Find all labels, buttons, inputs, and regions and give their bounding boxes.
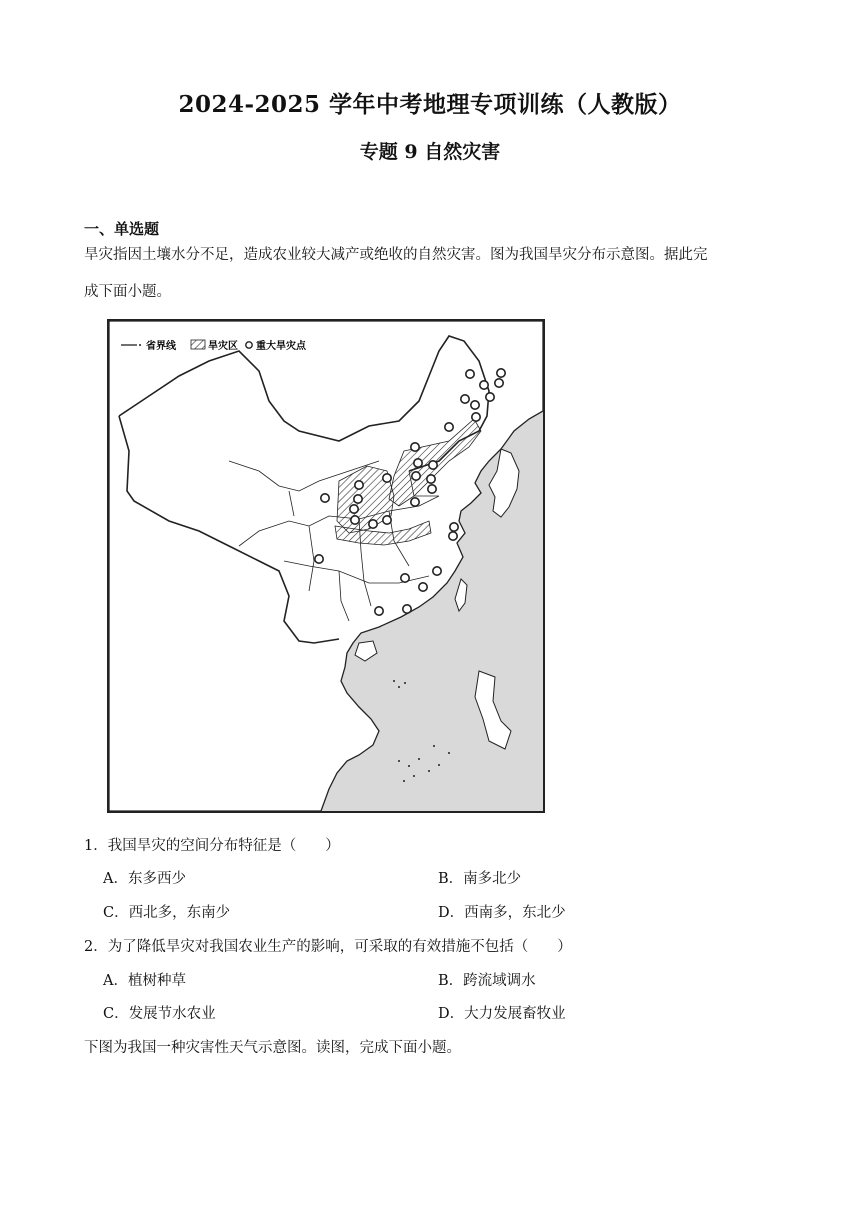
question-2-option-d[interactable]: D．大力发展畜牧业: [438, 1006, 566, 1022]
drought-point: [369, 520, 377, 528]
outro-paragraph: 下图为我国一种灾害性天气示意图。读图，完成下面小题。: [84, 1040, 461, 1056]
question-1-option-d[interactable]: D．西南多，东北少: [438, 905, 566, 921]
drought-point: [461, 395, 469, 403]
drought-map: [107, 319, 545, 813]
page-title: 2024-2025 学年中考地理专项训练（人教版）: [178, 91, 682, 118]
drought-point: [429, 461, 437, 469]
intro-paragraph-line2: 成下面小题。: [84, 284, 171, 300]
drought-point: [375, 607, 383, 615]
map-legend: [121, 339, 307, 352]
drought-point: [383, 516, 391, 524]
drought-point: [495, 379, 503, 387]
drought-point: [315, 555, 323, 563]
drought-point: [427, 475, 435, 483]
legend-drought-area-label: 旱灾区: [208, 341, 238, 352]
drought-point: [354, 495, 362, 503]
drought-point: [419, 583, 427, 591]
question-2-stem: 2．为了降低旱灾对我国农业生产的影响，可采取的有效措施不包括（ ）: [84, 939, 572, 955]
question-2-option-c[interactable]: C．发展节水农业: [103, 1006, 216, 1022]
drought-point: [449, 532, 457, 540]
intro-paragraph-line1: 旱灾指因土壤水分不足，造成农业较大减产或绝收的自然灾害。图为我国旱灾分布示意图。据此完: [84, 247, 708, 263]
drought-map-svg: [109, 321, 543, 811]
drought-point: [411, 443, 419, 451]
drought-point: [472, 413, 480, 421]
question-1-option-b[interactable]: B．南多北少: [438, 871, 522, 887]
drought-point: [497, 369, 505, 377]
drought-point: [412, 472, 420, 480]
drought-point: [351, 516, 359, 524]
question-2-option-b[interactable]: B．跨流域调水: [438, 973, 536, 989]
drought-point: [403, 605, 411, 613]
drought-point: [466, 370, 474, 378]
drought-point: [401, 574, 409, 582]
drought-point: [445, 423, 453, 431]
section-heading: 一、单选题: [84, 220, 160, 238]
drought-point: [411, 498, 419, 506]
question-2-option-a[interactable]: A．植树种草: [103, 973, 186, 989]
drought-point: [471, 401, 479, 409]
drought-point-legend-icon: [246, 342, 252, 348]
drought-point: [383, 474, 391, 482]
drought-point: [350, 505, 358, 513]
question-1-option-c[interactable]: C．西北多，东南少: [103, 905, 231, 921]
drought-point: [355, 481, 363, 489]
drought-point: [428, 485, 436, 493]
drought-point: [450, 523, 458, 531]
drought-point: [433, 567, 441, 575]
question-1-stem: 1．我国旱灾的空间分布特征是（ ）: [84, 838, 340, 854]
drought-point: [486, 393, 494, 401]
drought-point: [414, 459, 422, 467]
drought-point: [480, 381, 488, 389]
drought-area-legend-icon: [191, 340, 205, 349]
page-subtitle: 专题 9 自然灾害: [359, 141, 501, 163]
legend-boundary-label: 省界线: [146, 341, 176, 352]
legend-drought-point-label: 重大旱灾点: [256, 341, 306, 352]
question-1-option-a[interactable]: A．东多西少: [103, 871, 186, 887]
drought-point: [321, 494, 329, 502]
